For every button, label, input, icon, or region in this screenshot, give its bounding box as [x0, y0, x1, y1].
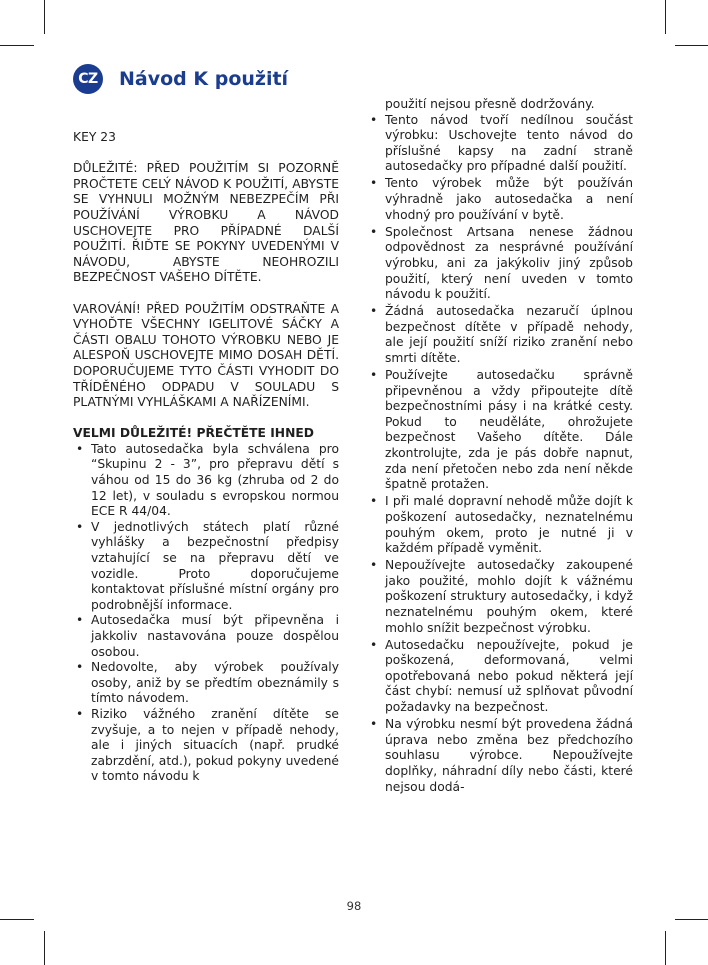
list-item: • Na výrobku nesmí být provedena žádná úprava nebo změna bez předchozího souhlasu výrobce. Nepoužívejte doplňky, náhradní díly nebo části, které nejsou dodá-: [370, 717, 633, 794]
page-title: Návod K použití: [119, 68, 289, 90]
list-item: • Tato autosedačka byla schválena pro “Skupinu 2 - 3”, pro přepravu dětí s váhou od 15 do 36 kg (zhruba od 2 do 12 let), v souladu s evropskou normou ECE R 44/04.: [76, 441, 339, 519]
list-item: • Riziko vážného zranění dítěte se zvyšuje, a to nejen v případě nehody, ale i jiných situacích (např. prudké zabrzdění, atd.), pokud pokyny uvedené v tomto návodu k: [76, 706, 339, 784]
list-item: • Žádná autosedačka nezaručí úplnou bezpečnost dítěte v případě nehody, ale její použití sníží riziko zranění nebo smrti dítěte.: [370, 304, 633, 365]
list-item: • I při malé dopravní nehodě může dojít k poškození autosedačky, neznatelnému pouhým okem, proto je nutné ji v každém případě vyměnit.: [370, 494, 633, 556]
crop-mark: [665, 931, 666, 965]
list-item: • Autosedačku nepoužívejte, pokud je poškozená, deformovaná, velmi opotřebovaná nebo pokud některá její část chybí: nemusí už splňovat původní požadavky na bezpečnost.: [370, 637, 633, 715]
left-column: [73, 130, 339, 785]
list-item: • Tento návod tvoří nedílnou součást výrobku: Uschovejte tento návod do příslušné kapsy na zadní straně autosedačky pro případné další použití.: [370, 112, 633, 174]
left-bullet-list: [73, 442, 339, 785]
page-number: 98: [346, 899, 362, 913]
crop-mark: [665, 0, 666, 34]
crop-mark: [44, 0, 45, 34]
crop-mark: [0, 45, 34, 46]
list-item: • Autosedačka musí být připevněna i jakkoliv nastavována pouze dospělou osobou.: [76, 613, 339, 659]
list-item: • Společnost Artsana nenese žádnou odpovědnost za nesprávné používání výrobku, ani za jakýkoliv jiný způsob použití, který není uveden v tomto návodu k použití.: [370, 224, 633, 302]
important-notice: DŮLEŽITÉ: PŘED POUŽITÍM SI POZORNĚ PROČTETE CELÝ NÁVOD K POUŽITÍ, ABYSTE SE VYHNULI MOŽNÝM NEBEZPEČÍM PŘI POUŽÍVÁNÍ VÝROBKU A NÁVOD USCHOVEJTE PRO PŘÍPADNÉ DALŠÍ POUŽITÍ. ŘIĎTE SE POKYNY UVEDENÝMI V NÁVODU, ABYSTE NEOHROZILI BEZPEČNOST VAŠEHO DÍTĚTE.: [73, 161, 339, 285]
crop-mark: [675, 919, 708, 920]
model-name: KEY 23: [73, 130, 116, 144]
list-item: • Nepoužívejte autosedačky zakoupené jako použité, mohlo dojít k vážnému poškození struktury autosedačky, i když neznatelnému pouhým okem, které mohlo snížit bezpečnost výrobku.: [370, 558, 633, 635]
page-heading: [73, 64, 288, 94]
right-column: [367, 97, 633, 795]
warning-notice: VAROVÁNÍ! PŘED POUŽITÍM ODSTRAŇTE A VYHOĎTE VŠECHNY IGELITOVÉ SÁČKY A ČÁSTI OBALU TOHOTO VÝROBKU NEBO JE ALESPOŇ USCHOVEJTE MIMO DOSAH DĚTÍ. DOPORUČUJEME TYTO ČÁSTI VYHODIT DO TŘÍDĚNÉHO ODPADU V SOULADU S PLATNÝMI VYHLÁŠKAMI A NAŘÍZENÍMI.: [73, 301, 339, 410]
crop-mark: [44, 931, 45, 965]
list-item: • Nedovolte, aby výrobek používaly osoby, aniž by se předtím obeznámily s tímto návodem.: [76, 660, 339, 706]
list-item: • Tento výrobek může být používán výhradně jako autosedačka a není vhodný pro používání v bytě.: [370, 176, 633, 222]
section-heading: VELMI DŮLEŽITÉ! PŘEČTĚTE IHNED: [73, 426, 314, 441]
language-badge: CZ: [73, 64, 103, 94]
list-item: • Používejte autosedačku správně připevněnou a vždy připoutejte dítě bezpečnostními pásy i na krátké cesty. Pokud to neuděláte, ohrožujete bezpečnost Vašeho dítěte. Dále zkontrolujte, zda je pás dobře napnut, zda není přetočen nebo zda není někde špatně protažen.: [370, 368, 633, 492]
list-item: • V jednotlivých státech platí různé vyhlášky a bezpečnostní předpisy vztahující se na přepravu dětí ve vozidle. Proto doporučujeme kontaktovat příslušné místní orgány pro podrobnější informace.: [76, 519, 339, 612]
continued-text: použití nejsou přesně dodržovány.: [385, 97, 595, 111]
right-bullet-list: [367, 113, 633, 796]
crop-mark: [0, 919, 34, 920]
crop-mark: [675, 45, 708, 46]
